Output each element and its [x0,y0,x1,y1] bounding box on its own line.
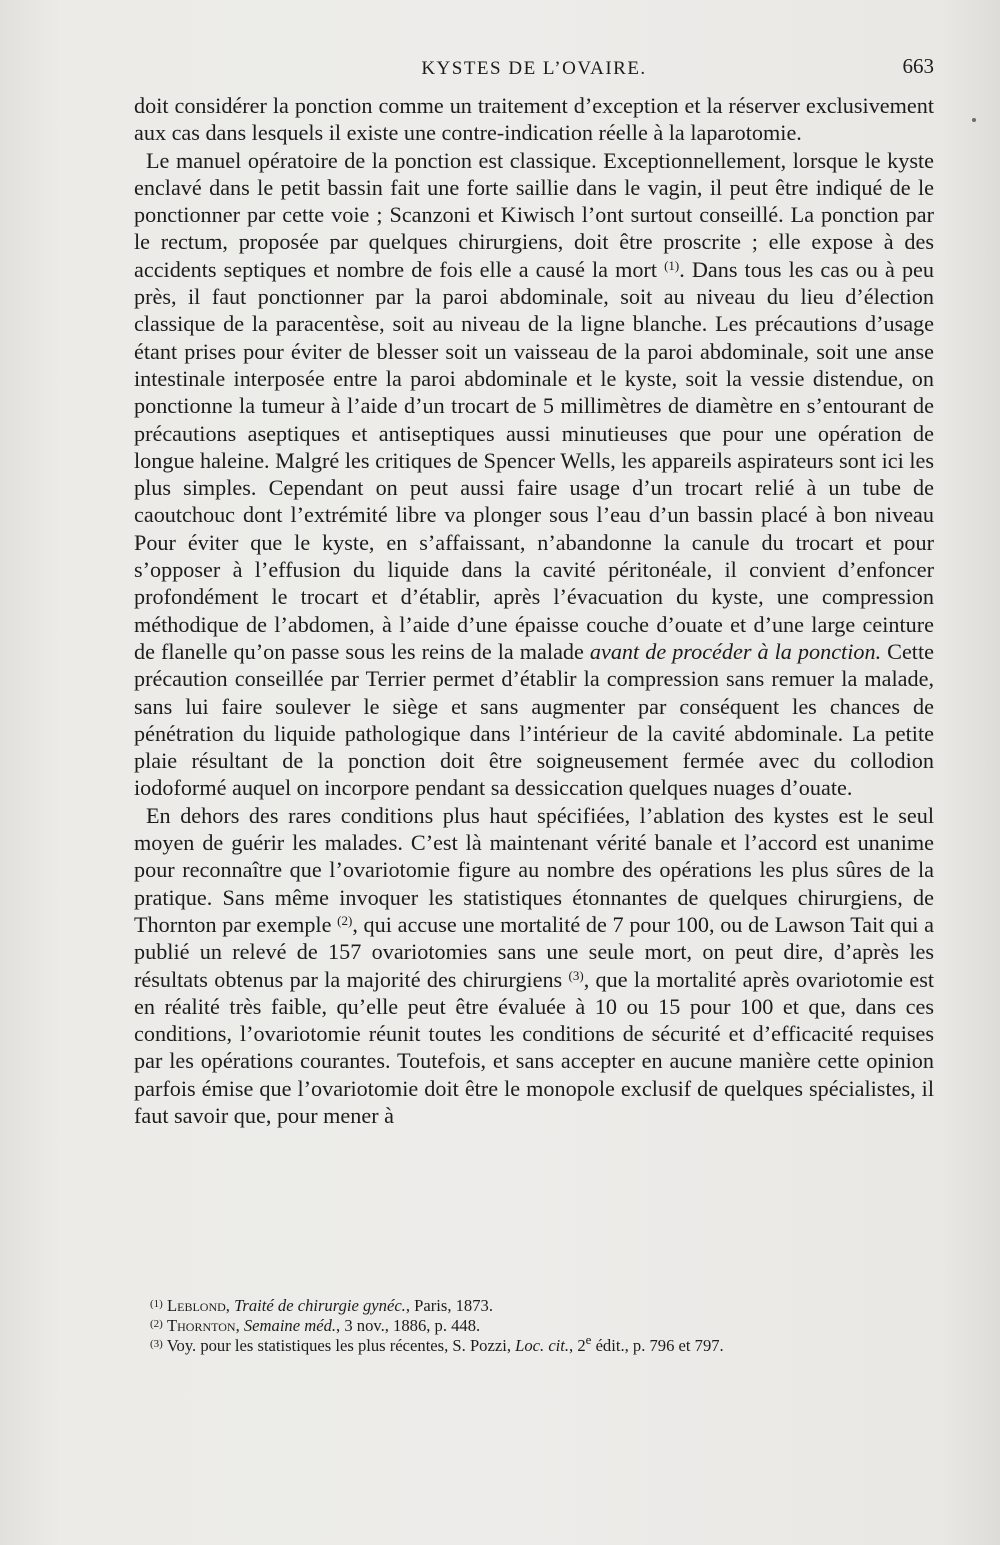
italic-text: Traité de chirurgie gynéc. [234,1296,406,1315]
paragraph [134,92,934,147]
text-run: édit., p. 796 et 797. [591,1336,724,1355]
author-name: Leblond [166,1296,226,1315]
footnote [150,1332,950,1356]
footnote [150,1296,950,1316]
footnote-mark: (3) [150,1338,163,1350]
italic-text: avant de procéder à la ponction. [589,638,882,664]
text-run: En dehors des rares conditions plus haut spécifiées, l’ablation des kystes est le seul moyen de guérir les malades. C’est là maintenant vérité banale et l’accord est unanime pour reconnaître que l’ovariotomie figure au nombre des opérations les plus sûres de la pratique. Sans même invoquer les statistiques étonnantes de quelques chirurgiens, de Thornton par exemple [134,802,934,937]
footnote-mark: (2) [150,1318,163,1330]
text-run: . Dans tous les cas ou à peu près, il faut ponctionner par la paroi abdominale, soit au niveau du lieu d’élection classique de la paracentèse, soit au niveau de la ligne blanche. Les précautions d’usage étant prises pour éviter de blesser soit un vaisseau de la paroi abdominale, soit une anse intestinale interposée entre la paroi abdominale et le kyste, soit la vessie distendue, on ponctionne la tumeur à l’aide d’un trocart de 5 millimètres de diamètre en s’entourant de précautions aseptiques et antiseptiques aussi minutieuses que pour une opération de longue haleine. Malgré les critiques de Spencer Wells, les appareils aspirateurs sont ici les plus simples. Cependant on peut aussi faire usage d’un trocart relié à un tube de caoutchouc dont l’extrémité libre va plonger sous l’eau d’un bassin placé à bon niveau Pour éviter que le kyste, en s’affaissant, n’abandonne la canule du trocart et pour s’opposer à l’effusion du liquide dans la cavité péritonéale, il convient d’enfoncer profondément le trocart et d’établir, après l’évacuation du kyste, une compression méthodique de l’abdomen, à l’aide d’une épaisse couche d’ouate et d’une large ceinture de flanelle qu’on passe sous les reins de la malade [134,256,934,664]
page-number: 663 [902,54,934,78]
text-run: Voy. pour les statistiques les plus récentes, S. Pozzi, [166,1336,516,1355]
italic-text: Semaine méd. [243,1316,337,1335]
footnote [150,1316,950,1336]
page-header [134,54,934,88]
paragraph [134,147,934,802]
footnotes [150,1296,950,1356]
text-run: , qui accuse une mortalité de 7 pour 100, ou de Lawson Tait qui a publié un relevé de 157 ovariotomies sans une seule mort, on peut dire, d’après les résultats obtenus par la majorité des chirurgiens [134,911,934,992]
author-name: Thornton [166,1316,236,1335]
text-run: , [235,1316,244,1335]
running-title: KYSTES DE L’OVAIRE. [421,58,647,79]
text-run: , [225,1296,235,1315]
note-reference: (3) [568,967,584,983]
text-run: , que la mortalité après ovariotomie est en réalité très faible, qu’elle peut être évaluée à 10 ou 15 pour 100 et que, dans ces conditions, l’ovariotomie réunit toutes les conditions de sécurité et d’efficacité requises par les opérations courantes. Toutefois, et sans accepter en aucune manière cette opinion parfois émise que l’ovariotomie doit être le monopole exclusif de quelques spécialistes, il faut savoir que, pour mener à [134,966,935,1128]
ink-speck [972,118,976,122]
text-run: , 2 [569,1336,586,1355]
text-run: doit considérer la ponction comme un traitement d’exception et la réserver exclusivement aux cas dans lesquels il existe une contre-indication réelle à la laparotomie. [134,93,934,146]
note-reference: e [585,1332,592,1347]
paragraph [134,802,934,1130]
body-text [134,92,934,1129]
text-run: , Paris, 1873. [405,1296,493,1315]
italic-text: Loc. cit. [515,1336,570,1355]
text-run: Le manuel opératoire de la ponction est classique. Exceptionnellement, lorsque le kyste enclavé dans le petit bassin fait une forte saillie dans le vagin, il peut être indiqué de le ponctionner par cette voie ; Scanzoni et Kiwisch l’ont surtout conseillé. La ponction par le rectum, proposée par quelques chirurgiens, doit être proscrite ; elle expose à des accidents septiques et nombre de fois elle a causé la mort [134,147,934,282]
footnote-mark: (1) [150,1298,163,1310]
text-run: , 3 nov., 1886, p. 448. [336,1316,481,1335]
note-reference: (1) [664,257,680,273]
text-run: Cette précaution conseillée par Terrier permet d’établir la compression sans remuer la malade, sans lui faire soulever le siège et sans augmenter par conséquent les chances de pénétration du liquide pathologique dans l’intérieur de la cavité abdominale. La petite plaie résultant de la ponction doit être soigneusement fermée avec du collodion iodoformé auquel on incorpore pendant sa dessiccation quelques nuages d’ouate. [134,638,934,801]
note-reference: (2) [337,912,353,928]
